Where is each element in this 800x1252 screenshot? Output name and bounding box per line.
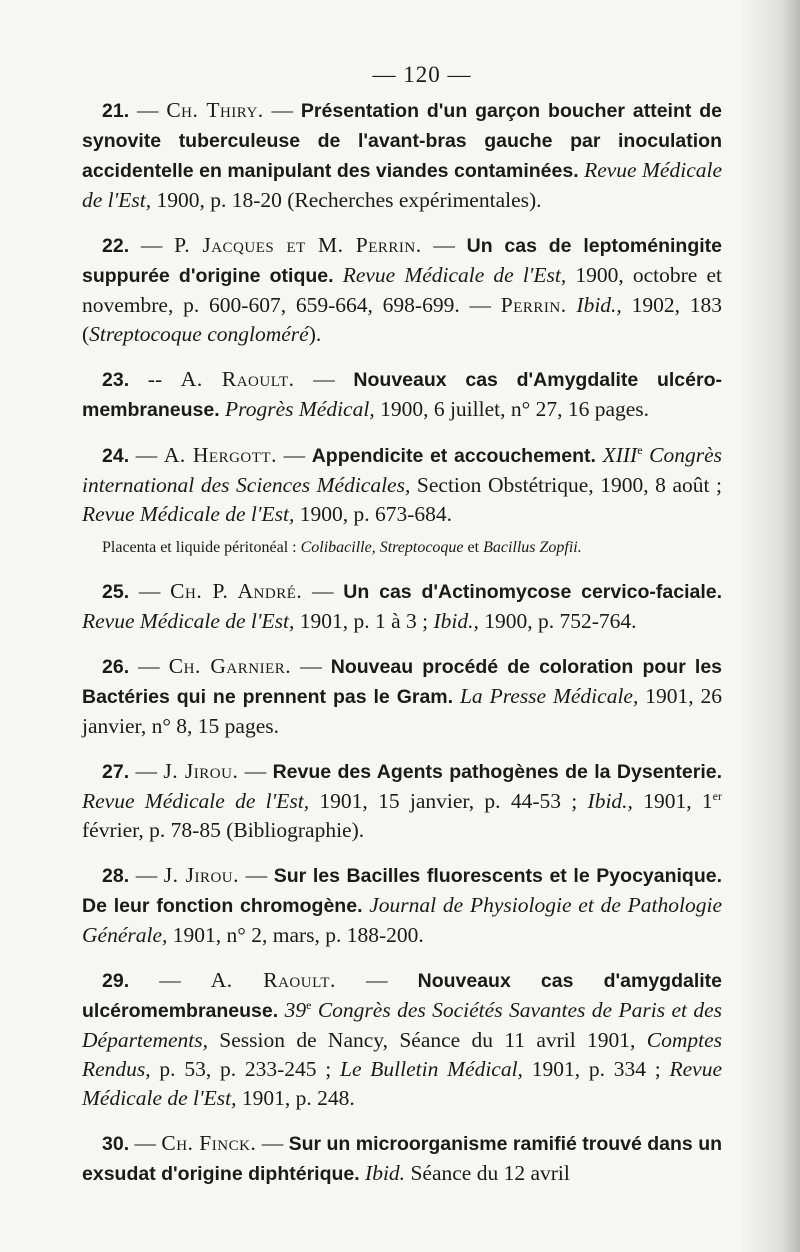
ordinal-suffix: e	[306, 997, 312, 1012]
note-organism: Bacillus Zopfii.	[483, 539, 582, 556]
note-text: Placenta et liquide péritonéal :	[102, 539, 301, 556]
entry-title: Présentation d'un garçon boucher atteint de synovite tuberculeuse de l'avant-bras gauche par inoculation accidentelle en manipulant des viandes contaminées.	[82, 100, 723, 182]
separator: —	[129, 759, 164, 783]
entry-number: 24.	[102, 445, 130, 467]
entry-details: 1902, 183 (	[82, 293, 723, 346]
entry-details: Section Obstétrique, 1900, 8 août ;	[410, 473, 722, 497]
bibliography-entry-26	[82, 652, 722, 741]
entry-author: Ch. P. André.	[170, 579, 303, 603]
entry-details: 1900, p. 752-764.	[478, 609, 637, 633]
entry-title: Revue des Agents pathogènes de la Dysenterie.	[272, 761, 723, 783]
entry-details: Séance du 12 avril	[405, 1161, 570, 1185]
entry-journal: Revue Médicale de l'Est,	[82, 609, 295, 633]
entry-journal: Le Bulletin Médical,	[340, 1057, 523, 1081]
entry-title: Un cas d'Actinomycose cervico-faciale.	[343, 581, 723, 603]
bibliography-entry-30	[82, 1129, 722, 1189]
entry-details: 1901, 26 janvier, n° 8, 15 pages.	[82, 684, 723, 738]
entry-journal: Revue Médicale de l'Est,	[82, 502, 295, 526]
separator: —	[421, 233, 467, 257]
separator: —	[129, 654, 169, 678]
entry-number: 25.	[102, 581, 130, 603]
entry-journal: Journal de Physiologie et de Pathologie Générale,	[82, 893, 722, 947]
entry-details: p. 53, p. 233-245 ;	[150, 1057, 341, 1081]
separator: —	[239, 863, 274, 887]
entry-number: 23.	[102, 369, 130, 391]
separator: —	[238, 759, 273, 783]
ordinal-suffix: e	[637, 442, 643, 457]
entry-journal: Congrès des Sociétés Savantes de Paris et des Départements,	[82, 998, 723, 1052]
entry-journal: Revue Médicale de l'Est,	[82, 789, 310, 813]
entry-details: ).	[308, 322, 322, 346]
entry-number: 29.	[102, 970, 130, 992]
entry-journal: Revue Médicale de l'Est,	[82, 158, 723, 212]
entry-title: Nouveaux cas d'amygdalite ulcéromembraneuse.	[82, 970, 723, 1022]
entry-author: Ch. Finck.	[161, 1131, 257, 1155]
page-edge-shadow	[740, 0, 800, 1252]
entry-details: février, p. 78-85 (Bibliographie).	[82, 818, 365, 842]
separator: —	[129, 968, 211, 992]
entry-number: 27.	[102, 761, 130, 783]
entry-details: 1901, n° 2, mars, p. 188-200.	[167, 923, 424, 947]
document-page	[82, 62, 722, 1205]
entry-author: P. Jacques et M. Perrin.	[174, 233, 422, 257]
entry-ibid: Ibid.,	[587, 789, 633, 813]
separator: —	[129, 863, 164, 887]
entry-author: J. Jirou.	[163, 863, 240, 887]
entry-details: 1901, 15 janvier, p. 44-53 ;	[309, 789, 588, 813]
entry-author: A. Hergott.	[163, 443, 277, 467]
separator: —	[256, 1131, 289, 1155]
entry-journal: La Presse Médicale,	[459, 684, 639, 708]
separator: --	[129, 367, 181, 391]
entry-details: 1901, p. 1 à 3 ;	[294, 609, 434, 633]
page-number: — 120 —	[372, 62, 472, 87]
entry-title: Nouveaux cas d'Amygdalite ulcéro-membraneuse.	[82, 369, 722, 421]
entry-details: 1901, p. 248.	[236, 1086, 355, 1110]
separator: —	[129, 443, 164, 467]
entry-title: Appendicite et accouchement.	[311, 445, 596, 467]
separator: —	[291, 654, 331, 678]
entry-journal: Congrès international des Sciences Médicales,	[82, 443, 723, 497]
entry-author: A. Raoult.	[210, 968, 336, 992]
bibliography-entry-29	[82, 966, 722, 1113]
entry-details: 1901, p. 334 ;	[522, 1057, 670, 1081]
entry-author-secondary: Perrin.	[500, 293, 567, 317]
note-text: et	[463, 539, 484, 556]
separator: —	[335, 968, 418, 992]
entry-ibid: Ibid.	[365, 1161, 406, 1185]
entry-number: 28.	[102, 865, 130, 887]
entry-details: Session de Nancy, Séance du 11 avril 1901,	[208, 1028, 647, 1052]
entry-congress-ordinal: 39	[284, 998, 307, 1022]
bibliography-entry-28	[82, 861, 722, 950]
separator: —	[129, 1131, 162, 1155]
bibliography-entry-27	[82, 757, 722, 845]
bibliography-entry-22	[82, 231, 722, 349]
note-organism: Colibacille, Streptocoque	[300, 539, 464, 556]
entry-ibid: Ibid.,	[433, 609, 479, 633]
entry-title: Sur les Bacilles fluorescents et le Pyocyanique. De leur fonction chromogène.	[82, 865, 723, 917]
entry-number: 30.	[102, 1133, 130, 1155]
entry-details: 1900, p. 673-684.	[294, 502, 453, 526]
entry-title: Nouveau procédé de coloration pour les Bactéries qui ne prennent pas le Gram.	[82, 656, 723, 708]
entry-author: A. Raoult.	[180, 367, 295, 391]
entry-note	[82, 537, 722, 559]
bibliography-entry-21	[82, 96, 722, 215]
separator: —	[129, 579, 171, 603]
separator: —	[129, 233, 175, 257]
entry-author: J. Jirou.	[163, 759, 239, 783]
separator: —	[129, 98, 167, 122]
entry-number: 26.	[102, 656, 130, 678]
ordinal-suffix: er	[712, 788, 722, 803]
entry-congress-ordinal: XIII	[602, 443, 638, 467]
entry-ibid: Ibid.,	[576, 293, 622, 317]
entry-journal: Progrès Médical,	[225, 397, 375, 421]
bibliography-entry-25	[82, 577, 722, 636]
entry-journal: Comptes Rendus,	[82, 1028, 722, 1081]
separator: —	[263, 98, 301, 122]
entry-details: 1900, 6 juillet, n° 27, 16 pages.	[374, 397, 650, 421]
entry-number: 21.	[102, 100, 130, 122]
separator: —	[294, 367, 354, 391]
entry-number: 22.	[102, 235, 130, 257]
entry-details: 1900, p. 18-20 (Recherches expérimentales).	[151, 188, 542, 212]
entry-details: 1901, 1	[632, 789, 713, 813]
entry-title: Sur un microorganisme ramifié trouvé dans un exsudat d'origine diphtérique.	[82, 1133, 723, 1185]
bibliography-entry-23	[82, 365, 722, 425]
entry-title: Un cas de leptoméningite suppurée d'origine otique.	[82, 235, 722, 287]
entry-journal: Revue Médicale de l'Est,	[82, 1057, 722, 1110]
separator: —	[276, 443, 312, 467]
entry-organism: Streptocoque congloméré	[89, 322, 309, 346]
entry-journal: Revue Médicale de l'Est,	[342, 263, 567, 287]
separator: —	[302, 579, 344, 603]
entry-details: 1900, octobre et novembre, p. 600-607, 659-664, 698-699. —	[82, 263, 722, 317]
bibliography-entry-24	[82, 441, 722, 529]
entry-author: Ch. Thiry.	[166, 98, 264, 122]
entry-author: Ch. Garnier.	[168, 654, 292, 678]
